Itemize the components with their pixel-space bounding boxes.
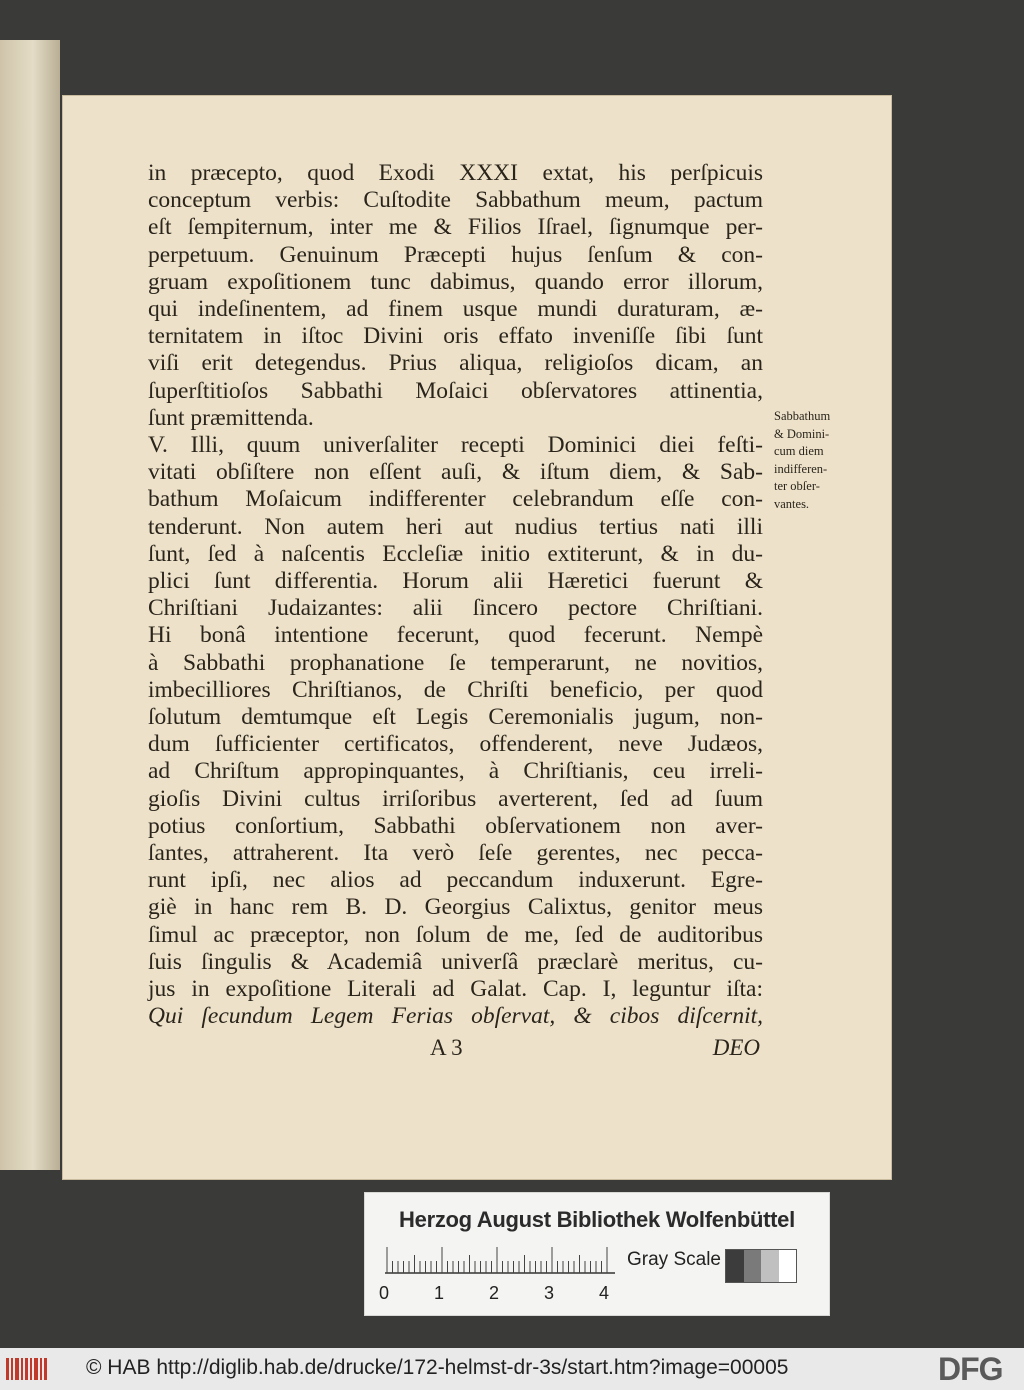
catchword: DEO (712, 1035, 760, 1060)
viewer-footer (0, 1348, 1024, 1390)
text-line: ſantes, attraherent. Ita verò ſeſe gerentes, nec pecca- (148, 840, 763, 867)
text-line: vitati obſiſtere non eſſent auſi, & iſtum diem, & Sab- (148, 459, 763, 486)
text-line: ſolutum demtumque eſt Legis Ceremonialis jugum, non- (148, 704, 763, 731)
margin-note (774, 408, 874, 513)
text-line: ſuis ſingulis & Academiâ univerſâ præclarè meritus, cu- (148, 948, 763, 975)
text-line: potius conſortium, Sabbathi obſervationem non aver- (148, 812, 763, 839)
text-line: viſi erit detegendus. Prius aliqua, religioſos dicam, an (148, 350, 763, 377)
text-line: gruam expoſitionem tunc dabimus, quando error illorum, (148, 268, 763, 295)
gray-scale-label: Gray Scale (627, 1249, 721, 1270)
text-line: eſt ſempiternum, inter me & Filios Iſrael, ſignumque per- (148, 214, 763, 241)
text-line: ſimul ac præceptor, non ſolum de me, ſed de auditoribus (148, 921, 763, 948)
text-line: Hi bonâ intentione fecerunt, quod fecerunt. Nempè (148, 622, 763, 649)
text-line: imbecilliores Chriſtianos, de Chriſti beneficio, per quod (148, 676, 763, 703)
text-line: perpetuum. Genuinum Præcepti hujus ſenſum & con- (148, 241, 763, 268)
gray-scale-swatches (725, 1249, 797, 1283)
text-line: ſuperſtitioſos Sabbathi Moſaici obſervatores attinentia, (148, 377, 763, 404)
ruler-labels (379, 1283, 629, 1305)
text-line: gioſis Divini cultus irriſoribus averterent, ſed ad ſuum (148, 785, 763, 812)
text-line: bathum Moſaicum indifferenter celebrandum eſſe con- (148, 486, 763, 513)
color-scale-card (364, 1192, 830, 1316)
text-line: jus in expoſitione Literali ad Galat. Cap. I, leguntur iſta: (148, 976, 763, 1003)
margin-note-line: ter obſer- (774, 479, 820, 493)
gray-swatch (761, 1250, 779, 1282)
text-line: dum ſufficienter certificatos, offenderent, neve Judæos, (148, 731, 763, 758)
text-line: in præcepto, quod Exodi XXXI extat, his perſpicuis (148, 160, 763, 186)
library-name: Herzog August Bibliothek Wolfenbüttel (399, 1207, 795, 1232)
text-line: giè in hanc rem B. D. Georgius Calixtus, genitor meus (148, 894, 763, 921)
gray-swatch (744, 1250, 762, 1282)
ruler-label: 0 (379, 1283, 390, 1303)
text-line: runt ipſi, nec alios ad peccandum induxerunt. Egre- (148, 867, 763, 894)
margin-note-line: & Domini- (774, 426, 830, 441)
text-line: ſunt præmittenda. (148, 404, 314, 431)
ruler-label: 2 (489, 1283, 500, 1303)
text-line: Qui ſecundum Legem Ferias obſervat, & cibos diſcernit, (148, 1003, 763, 1030)
margin-note-line: indifferen- (774, 461, 828, 476)
page-body-text (148, 160, 763, 1031)
text-line: à Sabbathi prophanatione ſe temperarunt, ne novitios, (148, 649, 763, 676)
text-line: qui indeſinentem, ad finem usque mundi duraturam, æ- (148, 296, 763, 323)
text-line: conceptum verbis: Cuſtodite Sabbathum meum, pactum (148, 187, 763, 214)
dfg-logo: DFG (938, 1351, 1003, 1387)
copyright-url[interactable]: © HAB http://diglib.hab.de/drucke/172-helmst-dr-3s/start.htm?image=00005 (86, 1356, 789, 1379)
text-line: Chriſtiani Judaizantes: alii ſincero pectore Chriſtiani. (148, 595, 763, 622)
text-line: V. Illi, quum univerſaliter recepti Dominici diei feſti- (148, 432, 763, 459)
text-line: plici ſunt differentia. Horum alii Hæretici fuerunt & (148, 568, 763, 595)
text-line: tenderunt. Non autem heri aut nudius tertius nati illi (148, 513, 763, 540)
text-line: ternitatem in iſtoc Divini oris effato inveniſſe ſibi ſunt (148, 323, 763, 350)
gray-swatch (726, 1250, 744, 1282)
adjacent-page-edge (0, 40, 60, 1170)
ruler-scale (385, 1245, 615, 1275)
barcode-icon (6, 1356, 48, 1382)
signature-mark: A 3 (430, 1035, 463, 1060)
ruler-label: 3 (544, 1283, 555, 1303)
text-line: ad Chriſtum appropinquantes, à Chriſtianis, ceu irreli- (148, 758, 763, 785)
margin-note-line: Sabbathum (774, 409, 831, 423)
ruler-label: 4 (599, 1283, 610, 1303)
ruler-label: 1 (434, 1283, 445, 1303)
margin-note-line: cum diem (774, 444, 824, 458)
gray-swatch (779, 1250, 797, 1282)
text-line: ſunt, ſed à naſcentis Eccleſiæ initio extiterunt, & in du- (148, 540, 763, 567)
margin-note-line: vantes. (774, 496, 810, 511)
